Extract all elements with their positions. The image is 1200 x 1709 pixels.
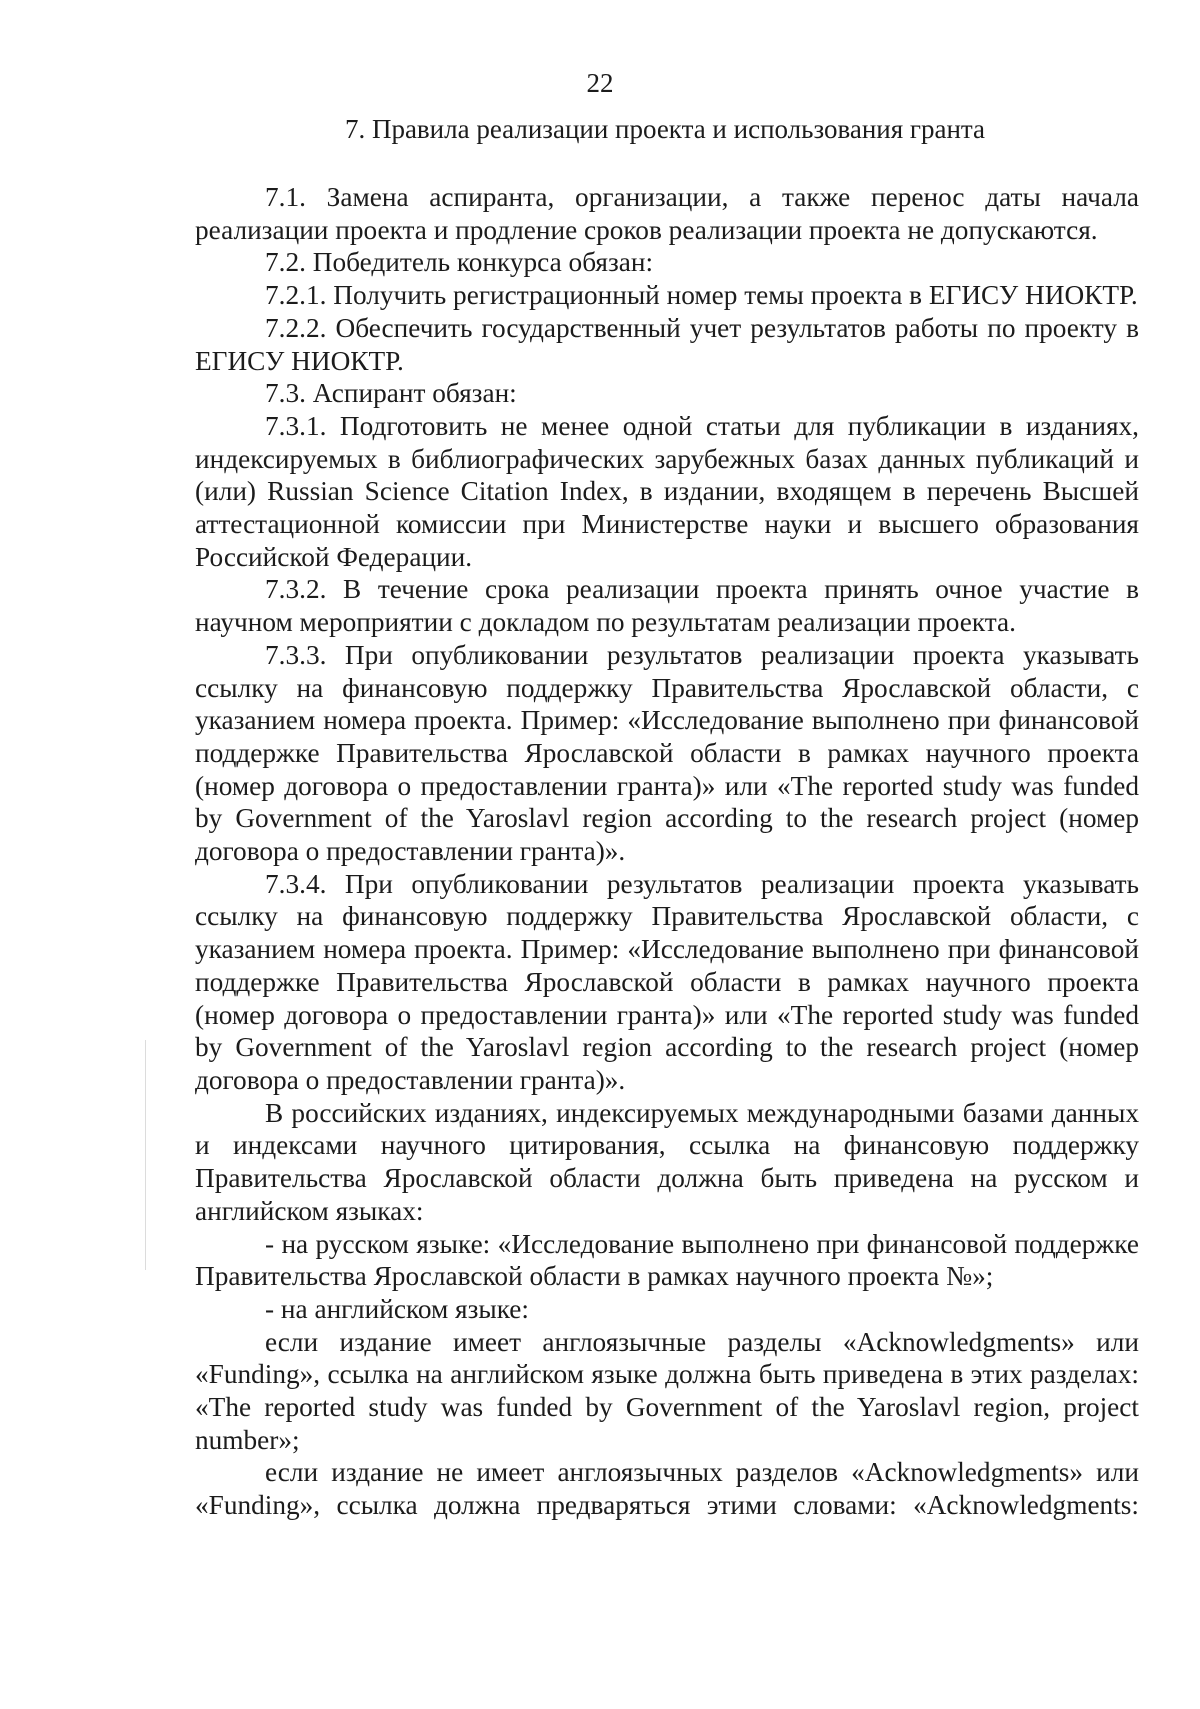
paragraph-7-2-2: 7.2.2. Обеспечить государственный учет результатов работы по проекту в ЕГИСУ НИОКТР. <box>195 312 1139 376</box>
paragraph-7-2-1: 7.2.1. Получить регистрационный номер темы проекта в ЕГИСУ НИОКТР. <box>265 280 1138 311</box>
section-title: 7. Правила реализации проекта и использования гранта <box>344 114 986 144</box>
paragraph-english-language: - на английском языке: <box>265 1293 530 1324</box>
paragraph-7-1: 7.1. Замена аспиранта, организации, а также перенос даты начала реализации проекта и продление сроков реализации проекта не допускаются. <box>195 182 1139 245</box>
paragraph-7-2: 7.2. Победитель конкурса обязан: <box>265 247 654 278</box>
document-body <box>195 181 1139 1522</box>
paragraph-russian-language: - на русском языке: «Исследование выполнено при финансовой поддержке Правительства Ярославской области в рамках научного проекта №»; <box>195 1228 1139 1292</box>
paragraph-7-3-1: 7.3.1. Подготовить не менее одной статьи для публикации в изданиях, индексируемых в библиографических зарубежных базах данных публикаций и (или) Russian Science Citation Index, в издании, входящем в перечень Высшей аттестационной комиссии при Министерстве науки и высшего образования Российской Федерации. <box>195 410 1139 572</box>
paragraph-no-sections: если издание не имеет англоязычных разделов «Acknowledgments» или «Funding», ссылка должна предваряться этими словами: «Acknowledgments: <box>195 1457 1139 1521</box>
paragraph-7-3-2: 7.3.2. В течение срока реализации проекта принять очное участие в научном мероприятии с докладом по результатам реализации проекта. <box>195 574 1139 638</box>
paragraph-7-3-3: 7.3.3. При опубликовании результатов реализации проекта указывать ссылку на финансовую поддержку Правительства Ярославской области, с указанием номера проекта. Пример: «Исследование выполнено при финансовой поддержке Правительства Ярославской области в рамках научного проекта (номер договора о предоставлении гранта)» или «The reported study was funded by Government of the Yaroslavl region according to the research project (номер договора о предоставлении гранта)». <box>195 639 1139 867</box>
paragraph-has-sections: если издание имеет англоязычные разделы «Acknowledgments» или «Funding», ссылка на английском языке должна быть приведена в этих разделах: «The reported study was funded by Government of the Yaroslavl region, project number»; <box>195 1326 1139 1455</box>
page-number: 22 <box>586 68 614 98</box>
paragraph-russian-journals: В российских изданиях, индексируемых международными базами данных и индексами научного цитирования, ссылка на финансовую поддержку Правительства Ярославской области должна быть приведена на русском и английском языках: <box>195 1097 1139 1226</box>
paragraph-7-3: 7.3. Аспирант обязан: <box>265 378 517 409</box>
paragraph-7-3-4: 7.3.4. При опубликовании результатов реализации проекта указывать ссылку на финансовую поддержку Правительства Ярославской области, с указанием номера проекта. Пример: «Исследование выполнено при финансовой поддержке Правительства Ярославской области в рамках научного проекта (номер договора о предоставлении гранта)» или «The reported study was funded by Government of the Yaroslavl region according to the research project (номер договора о предоставлении гранта)». <box>195 868 1139 1095</box>
scan-margin-line <box>145 1040 146 1270</box>
